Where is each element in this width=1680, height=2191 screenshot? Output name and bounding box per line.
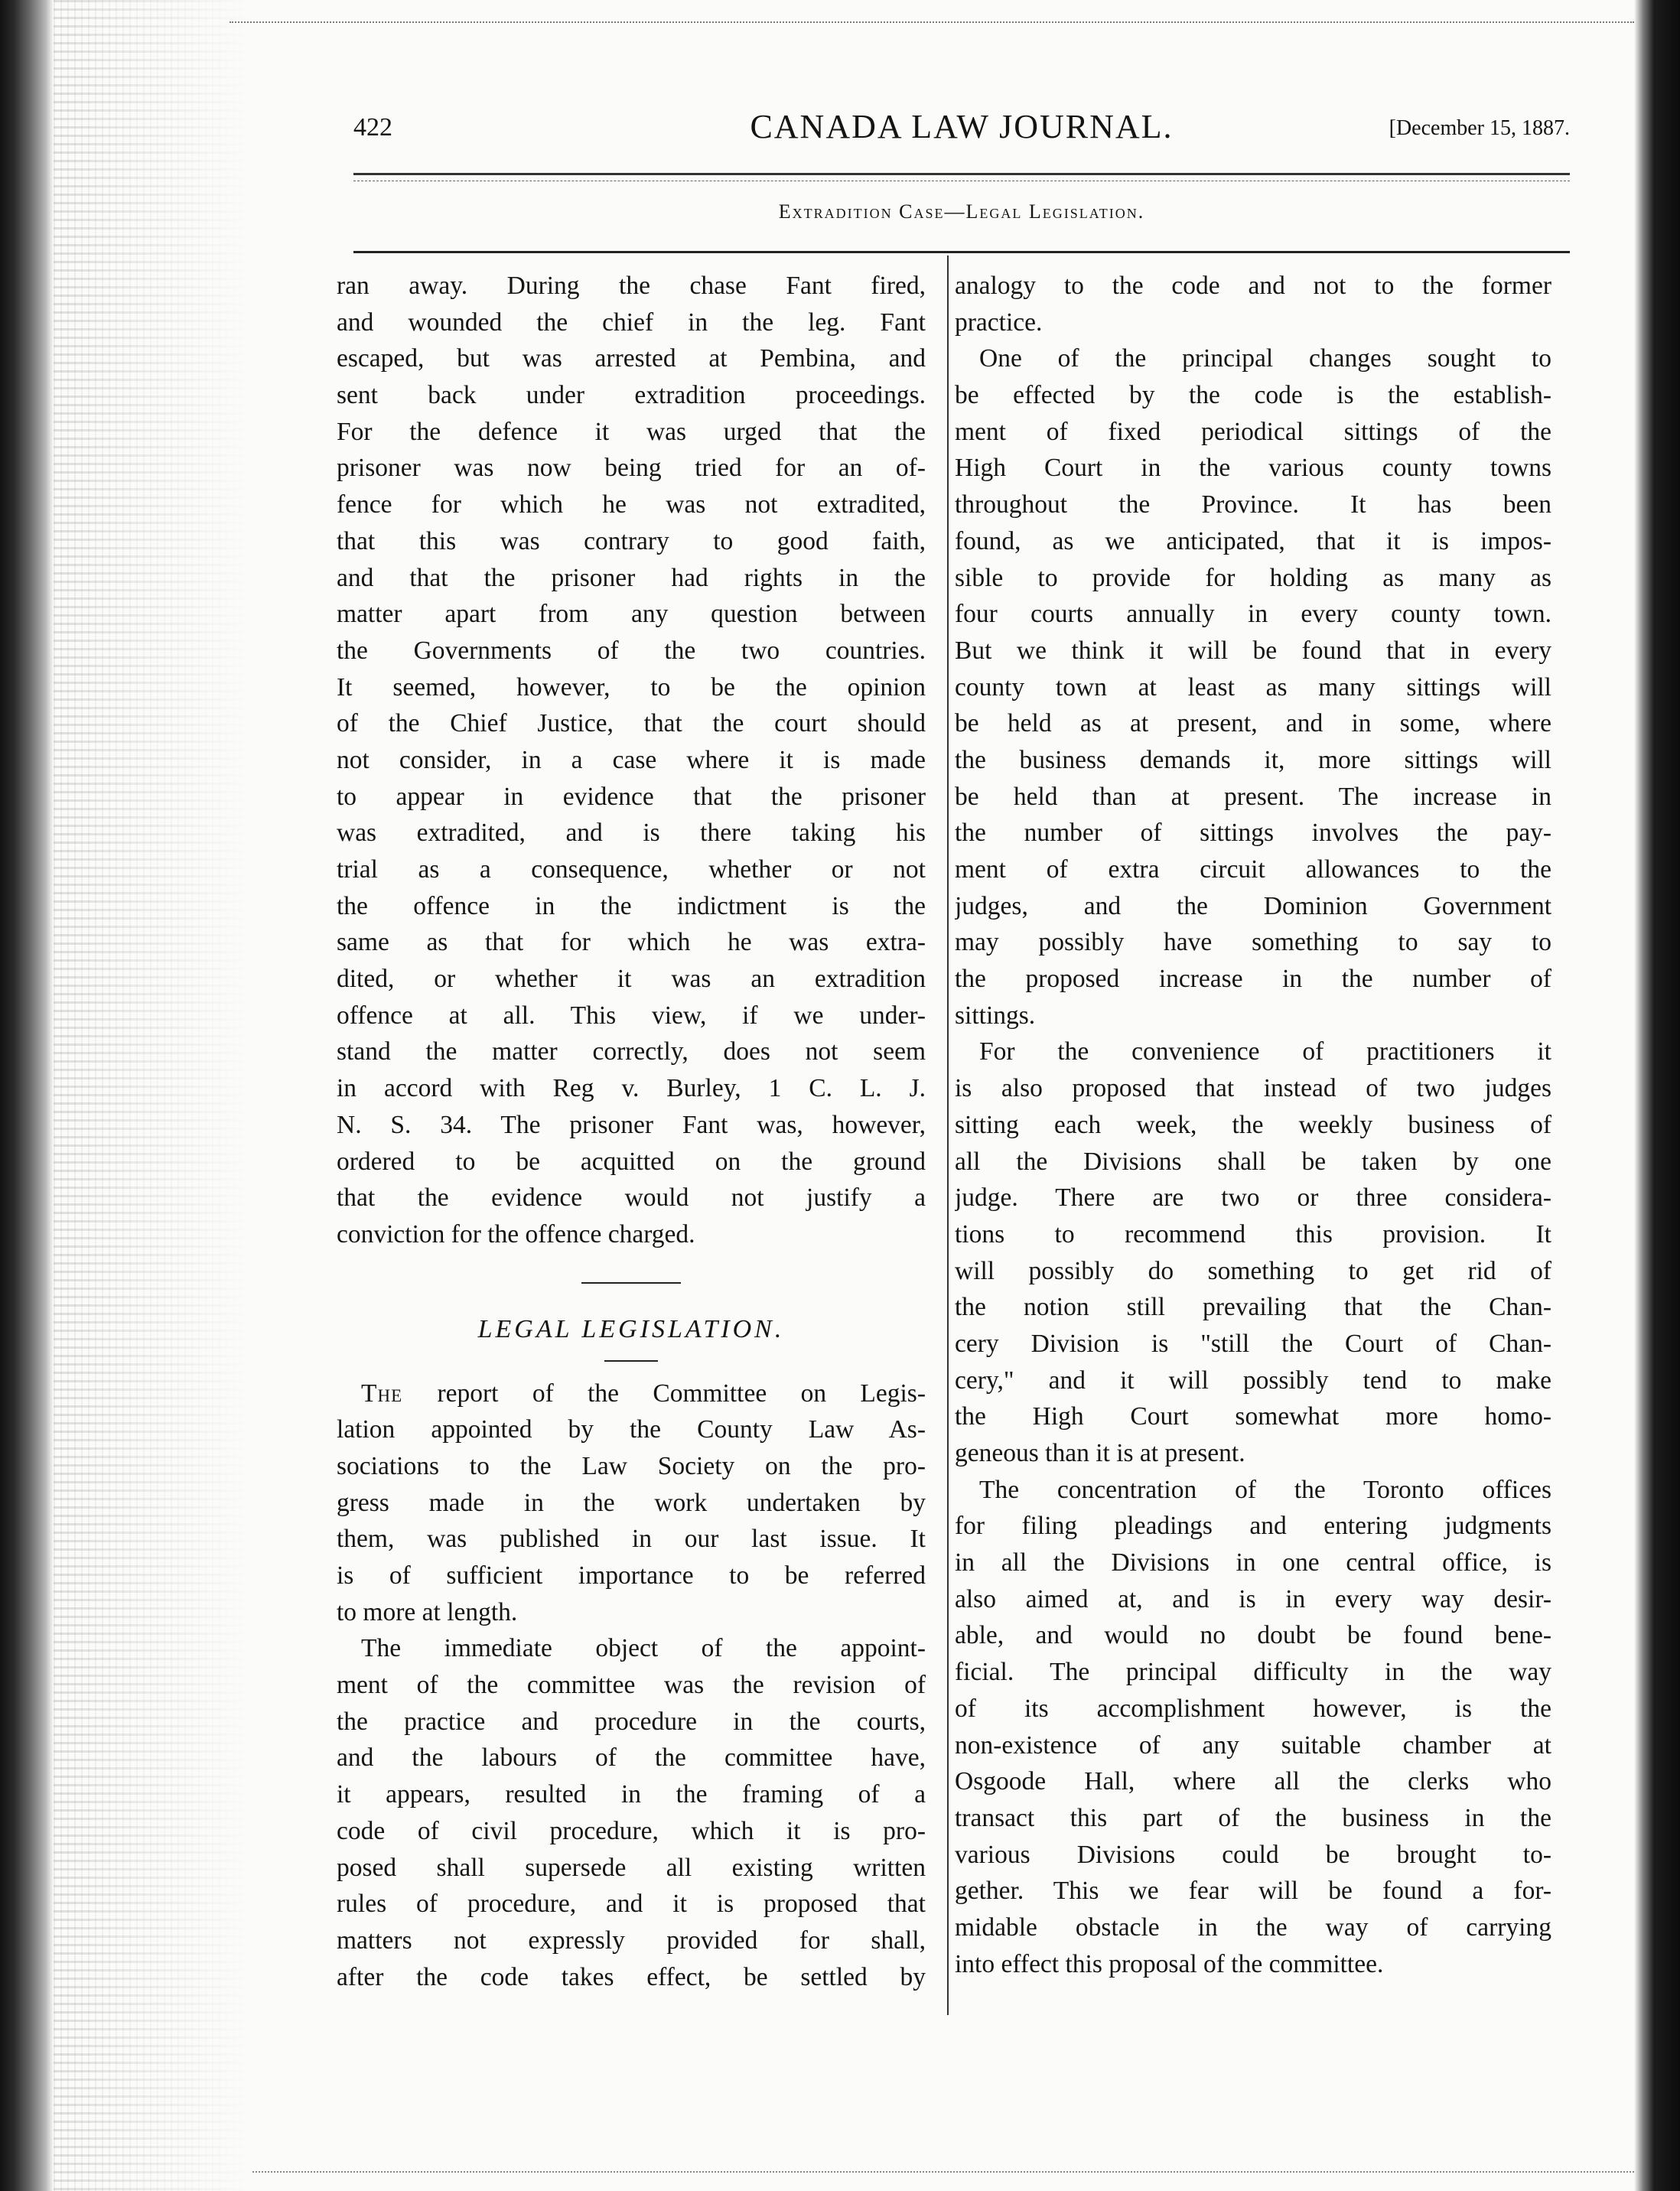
- text-line: county town at least as many sittings will: [955, 672, 1551, 702]
- text-line: be held than at present. The increase in: [955, 782, 1551, 811]
- text-line: to more at length.: [337, 1597, 518, 1626]
- text-line: and that the prisoner had rights in the: [337, 563, 926, 592]
- text-line: may possibly have something to say to: [955, 928, 1551, 957]
- text-line: The concentration of the Toronto offices: [979, 1475, 1551, 1504]
- scan-left-margin-noise: [54, 0, 252, 2191]
- text-line: also aimed at, and is in every way desir-: [955, 1584, 1551, 1613]
- text-line: ordered to be acquitted on the ground: [337, 1147, 926, 1176]
- text-line: geneous than it is at present.: [955, 1439, 1245, 1467]
- text-line: code of civil procedure, which it is pro-: [337, 1816, 926, 1845]
- text-line: matter apart from any question between: [337, 600, 926, 629]
- left-column-article-text: [337, 1375, 926, 1996]
- text-line: High Court in the various county towns: [955, 454, 1551, 483]
- text-line: practice.: [955, 308, 1043, 337]
- right-column: [955, 268, 1551, 1982]
- text-line: But we think it will be found that in every: [955, 636, 1551, 665]
- scan-top-edge: [230, 21, 1634, 26]
- text-line: in accord with Reg v. Burley, 1 C. L. J.: [337, 1074, 926, 1103]
- text-line: N. S. 34. The prisoner Fant was, however,: [337, 1110, 926, 1139]
- text-line: gress made in the work undertaken by: [337, 1488, 926, 1517]
- text-line: For the defence it was urged that the: [337, 417, 926, 446]
- text-line: Osgoode Hall, where all the clerks who: [955, 1767, 1551, 1796]
- text-line: escaped, but was arrested at Pembina, and: [337, 344, 926, 373]
- text-line: that this was contrary to good faith,: [337, 526, 926, 555]
- text-line: For the convenience of practitioners it: [979, 1037, 1551, 1066]
- text-line: cery," and it will possibly tend to make: [955, 1366, 1551, 1395]
- text-line: same as that for which he was extra-: [337, 928, 926, 957]
- journal-title: CANADA LAW JOURNAL.: [750, 108, 1174, 145]
- text-line: conviction for the offence charged.: [337, 1219, 695, 1249]
- text-line: sittings.: [955, 1001, 1036, 1030]
- text-line: judge. There are two or three considera-: [955, 1183, 1551, 1213]
- text-line: into effect this proposal of the committee.: [955, 1949, 1384, 1978]
- text-line: lation appointed by the County Law As-: [337, 1415, 926, 1444]
- text-line: be effected by the code is the establish-: [955, 381, 1551, 410]
- text-line: for filing pleadings and entering judgments: [955, 1512, 1551, 1541]
- text-line: be held as at present, and in some, where: [955, 709, 1551, 738]
- text-line: sociations to the Law Society on the pro-: [337, 1451, 926, 1480]
- text-line: trial as a consequence, whether or not: [337, 855, 926, 884]
- text-line: is also proposed that instead of two judges: [955, 1074, 1551, 1103]
- text-line: and the labours of the committee have,: [337, 1743, 926, 1773]
- text-line: sitting each week, the weekly business of: [955, 1110, 1551, 1139]
- left-column: [337, 268, 926, 1995]
- text-line: after the code takes effect, be settled by: [337, 1962, 926, 1991]
- section-rule: [353, 251, 1570, 253]
- text-line: rules of procedure, and it is proposed that: [337, 1890, 926, 1919]
- text-line: four courts annually in every county town.: [955, 600, 1551, 629]
- text-line: analogy to the code and not to the former: [955, 272, 1551, 300]
- separator-small: [337, 1353, 926, 1375]
- text-line: midable obstacle in the way of carrying: [955, 1913, 1551, 1942]
- issue-date: [December 15, 1887.: [1389, 116, 1570, 140]
- separator: [337, 1253, 926, 1307]
- text-line: tions to recommend this provision. It: [955, 1219, 1551, 1249]
- text-line: able, and would no doubt be found bene-: [955, 1621, 1551, 1650]
- text-line: dited, or whether it was an extradition: [337, 965, 926, 994]
- text-line: stand the matter correctly, does not seem: [337, 1037, 926, 1066]
- text-line: ment of extra circuit allowances to the: [955, 855, 1551, 884]
- text-line: ran away. During the chase Fant fired,: [337, 272, 926, 300]
- text-line: of the Chief Justice, that the court should: [337, 709, 926, 738]
- text-line: sible to provide for holding as many as: [955, 563, 1551, 592]
- page-number: 422: [353, 113, 392, 142]
- text-line: non-existence of any suitable chamber at: [955, 1730, 1551, 1760]
- text-line: the proposed increase in the number of: [955, 965, 1551, 994]
- text-line: posed shall supersede all existing written: [337, 1853, 926, 1882]
- right-column-text: [955, 268, 1551, 1982]
- column-divider: [947, 256, 949, 2015]
- text-line: the business demands it, more sittings will: [955, 745, 1551, 774]
- text-line: gether. This we fear will be found a for-: [955, 1877, 1551, 1906]
- text-line: throughout the Province. It has been: [955, 490, 1551, 519]
- header-rule: [353, 173, 1570, 175]
- text-line: ment of the committee was the revision of: [337, 1671, 926, 1700]
- text-line: was extradited, and is there taking his: [337, 819, 926, 848]
- text-line: One of the principal changes sought to: [979, 344, 1551, 373]
- text-line: in all the Divisions in one central office, is: [955, 1548, 1551, 1577]
- text-line: matters not expressly provided for shall,: [337, 1926, 926, 1955]
- text-line: the number of sittings involves the pay-: [955, 819, 1551, 848]
- text-line: to appear in evidence that the prisoner: [337, 782, 926, 811]
- text-line: all the Divisions shall be taken by one: [955, 1147, 1551, 1176]
- text-line: various Divisions could be brought to-: [955, 1840, 1551, 1869]
- text-line: the practice and procedure in the courts,: [337, 1707, 926, 1736]
- text-line: It seemed, however, to be the opinion: [337, 672, 926, 702]
- text-line: ficial. The principal difficulty in the way: [955, 1658, 1551, 1687]
- text-line: The report of the Committee on Legis-: [361, 1379, 926, 1408]
- text-line: sent back under extradition proceedings.: [337, 381, 926, 410]
- text-line: it appears, resulted in the framing of a: [337, 1780, 926, 1809]
- page-header: [353, 107, 1570, 161]
- text-line: of its accomplishment however, is the: [955, 1694, 1551, 1723]
- text-line: ment of fixed periodical sittings of the: [955, 417, 1551, 446]
- text-line: the Governments of the two countries.: [337, 636, 926, 665]
- left-column-text: [337, 268, 926, 1253]
- first-word: The: [361, 1379, 438, 1408]
- text-line: the notion still prevailing that the Chan-: [955, 1293, 1551, 1322]
- text-line: found, as we anticipated, that it is impos-: [955, 526, 1551, 555]
- text-line: The immediate object of the appoint-: [361, 1634, 926, 1663]
- text-line: judges, and the Dominion Government: [955, 891, 1551, 920]
- article-heading: LEGAL LEGISLATION.: [477, 1314, 785, 1343]
- text-line: will possibly do something to get rid of: [955, 1256, 1551, 1285]
- text-line: prisoner was now being tried for an of-: [337, 454, 926, 483]
- text-line: not consider, in a case where it is made: [337, 745, 926, 774]
- text-line: and wounded the chief in the leg. Fant: [337, 308, 926, 337]
- scan-right-edge: [1634, 0, 1680, 2191]
- text-line: transact this part of the business in the: [955, 1803, 1551, 1832]
- scan-bottom-edge: [252, 2171, 1634, 2176]
- text-line: is of sufficient importance to be referred: [337, 1561, 926, 1590]
- text-line: them, was published in our last issue. It: [337, 1525, 926, 1554]
- scan-left-edge: [0, 0, 54, 2191]
- section-title: Extradition Case—Legal Legislation.: [778, 200, 1145, 223]
- text-line: the High Court somewhat more homo-: [955, 1402, 1551, 1431]
- text-line: the offence in the indictment is the: [337, 891, 926, 920]
- text-line: cery Division is "still the Court of Chan-: [955, 1329, 1551, 1358]
- text-line: offence at all. This view, if we under-: [337, 1001, 926, 1030]
- text-line: that the evidence would not justify a: [337, 1183, 926, 1213]
- text-line: fence for which he was not extradited,: [337, 490, 926, 519]
